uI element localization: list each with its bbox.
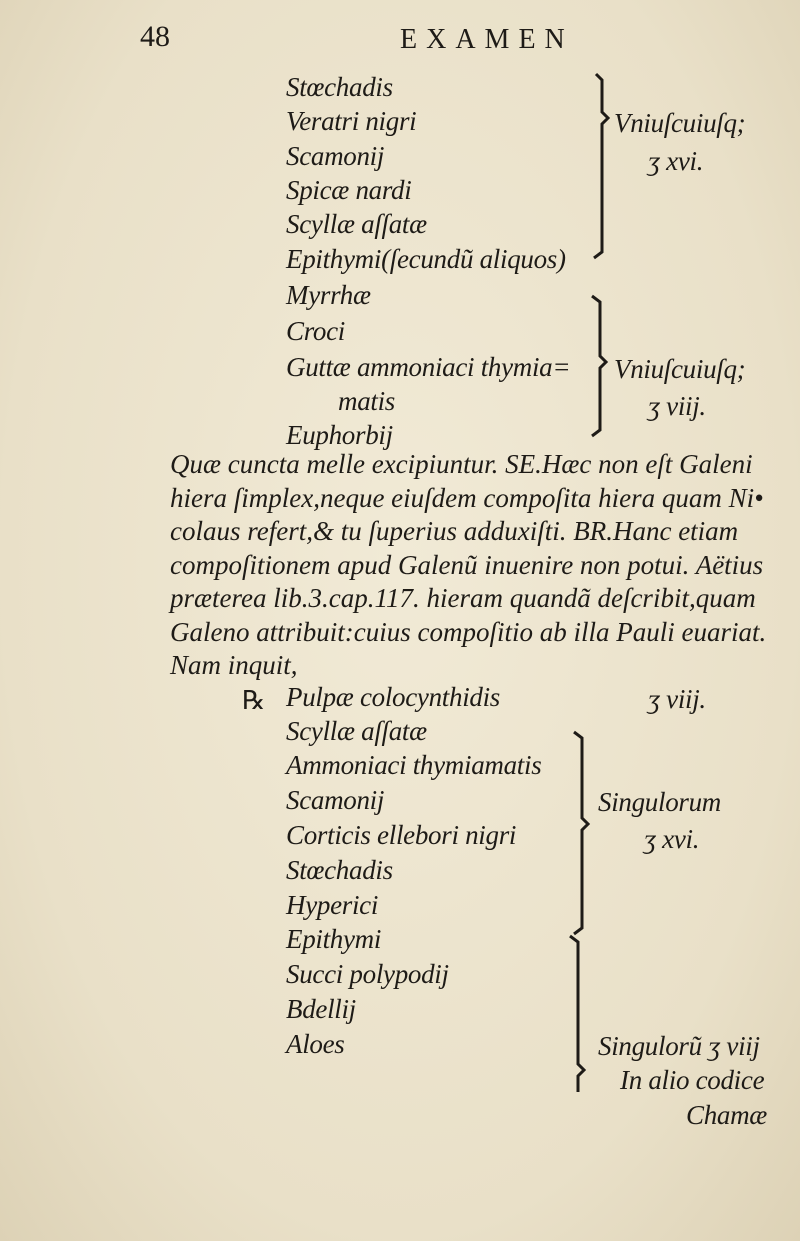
ingredient-line: Stœchadis [286, 855, 393, 885]
paragraph-line: compoſitionem apud Galenũ inuenire non potui. Aëtius [170, 549, 764, 580]
marginal-note: Chamæ [686, 1100, 768, 1130]
ingredient-line: Guttæ ammoniaci thymia= [286, 352, 571, 382]
ingredient-line: Stœchadis [286, 72, 393, 102]
bracket-group-b [592, 296, 606, 436]
dose-label: Singulorũ ʒ viij [598, 1031, 760, 1061]
ingredient-line: Myrrhæ [286, 280, 371, 310]
dose-label: Vniuſcuiuſq; [614, 108, 746, 138]
page-number: 48 [140, 20, 170, 53]
ingredient-line: Croci [286, 316, 345, 346]
recipe-symbol: ℞ [242, 686, 266, 715]
marginal-note: In alio codice [620, 1065, 765, 1095]
paragraph-line: præterea lib.3.cap.117. hieram quandã deſcribit,quam [170, 583, 756, 613]
ingredient-line: Ammoniaci thymiamatis [286, 750, 542, 780]
bracket-group-d [570, 936, 584, 1092]
dose-label: Vniuſcuiuſq; [614, 354, 746, 384]
bracket-group-c [574, 732, 588, 934]
ingredient-line: Epithymi [286, 924, 382, 954]
paragraph-line: hiera ſimplex,neque eiuſdem compoſita hiera quam Ni• [170, 482, 764, 513]
ingredient-line: Scyllæ aſſatæ [286, 209, 427, 239]
ingredient-line: Bdellij [286, 994, 356, 1024]
ingredient-line: Euphorbij [286, 420, 393, 450]
ingredient-line: Corticis ellebori nigri [286, 820, 517, 850]
ingredient-line: Epithymi(ſecundũ aliquos) [286, 244, 566, 274]
running-head: EXAMEN [400, 24, 574, 55]
paragraph-line: Quæ cunctа melle excipiuntur. SE.Hæc non eſt Galeni [170, 449, 753, 479]
ingredient-line: Scamonij [286, 141, 385, 171]
dose-label: Singulorum [598, 787, 722, 817]
ingredient-line: Aloes [286, 1029, 345, 1059]
paragraph-line: Galeno attribuit:cuius compoſitio ab illa Pauli euariat. [170, 616, 767, 647]
dose-amount: ʒ xvi. [648, 146, 704, 176]
dose-amount: ʒ viij. [648, 391, 706, 421]
paragraph-line: Nam inquit, [170, 650, 298, 680]
ingredient-line: Spicæ nardi [286, 175, 412, 205]
dose-amount: ʒ viij. [648, 684, 706, 714]
ingredient-line: Scyllæ aſſatæ [286, 716, 427, 746]
dose-amount: ʒ xvi. [644, 824, 700, 854]
ingredient-line: Pulpæ colocynthidis [286, 682, 501, 712]
ingredient-line: Hyperici [286, 890, 379, 920]
paragraph-line: colaus refert,& tu ſuperius adduxiſti. BR.Hanc etiam [170, 516, 739, 546]
ingredient-line: Veratri nigri [286, 106, 417, 136]
ingredient-line: Scamonij [286, 785, 385, 815]
bracket-group-a [594, 74, 608, 258]
ingredient-line: matis [338, 386, 396, 416]
ingredient-line: Succi polypodij [286, 959, 449, 989]
